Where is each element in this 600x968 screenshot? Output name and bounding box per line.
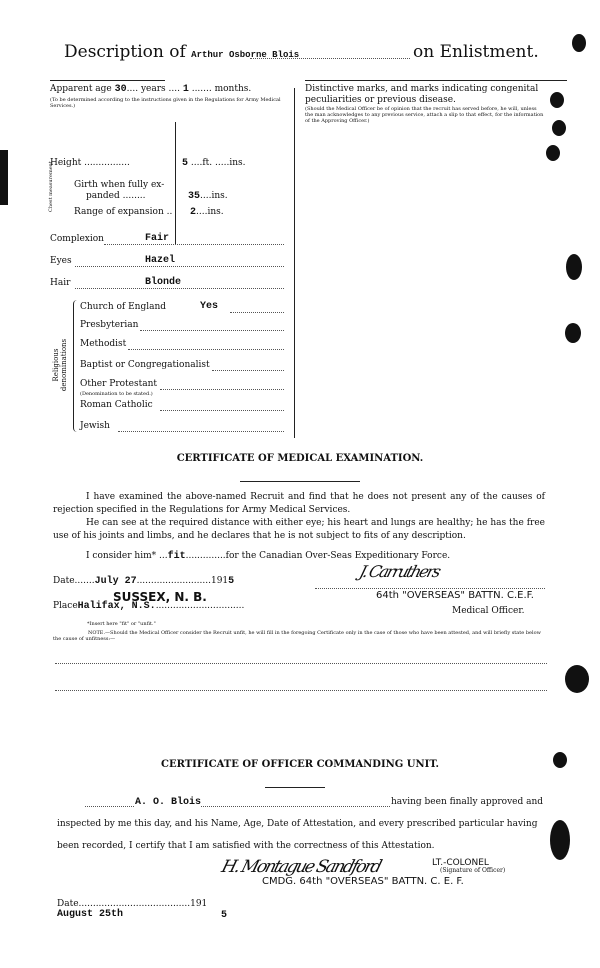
- brace: [73, 300, 79, 432]
- dotted-line: [160, 410, 284, 411]
- religion-church-of-england: Church of England: [80, 302, 167, 312]
- commanding-line-1: having been finally approved and: [391, 797, 544, 807]
- dotted-line: [118, 431, 284, 432]
- measurement-divider: [175, 122, 176, 244]
- dotted-line: [212, 370, 284, 371]
- description-title: [64, 42, 299, 62]
- medical-officer-title: Medical Officer.: [452, 606, 525, 616]
- unfit-cause-line: [55, 690, 547, 691]
- commanding-date-value: August 25th: [57, 909, 124, 920]
- age-months: 1: [182, 84, 189, 95]
- commanding-line-3: been recorded, I certify that I am satisfied with the correctness of this Attestation.: [57, 841, 435, 851]
- divider: [50, 80, 165, 81]
- apparent-age-row: Apparent age 30.... years .... 1 ....... months.: [50, 84, 252, 95]
- ink-blot: [546, 145, 560, 161]
- ink-blot: [550, 820, 570, 860]
- dotted-line: [85, 806, 390, 807]
- scan-edge-mark: [0, 150, 8, 205]
- medical-date: Date.......July 27..........................1915: [53, 576, 235, 587]
- eyes-label: Eyes: [50, 256, 72, 266]
- dotted-line: [315, 588, 545, 589]
- complexion-value: Fair: [145, 233, 170, 244]
- dotted-line: [75, 266, 284, 267]
- religion-value: Yes: [200, 301, 219, 312]
- dotted-line: [250, 58, 410, 59]
- commanding-name-value: A. O. Blois: [135, 797, 202, 808]
- commanding-officer-signature: H. Montague Sandford: [219, 857, 383, 877]
- commanding-year-suffix: 5: [221, 910, 228, 921]
- eyes-value: Hazel: [145, 255, 176, 266]
- ink-blot: [565, 323, 581, 343]
- consider-line: I consider him* ...fit..............for the Canadian Over-Seas Expeditionary Force.: [86, 551, 451, 562]
- medical-para-2: He can see at the required distance with either eye; his heart and lungs are healthy; he has the free use of his joints and limbs, and he declares that he is not subject to fits of any description.: [53, 518, 545, 541]
- dotted-line: [140, 330, 284, 331]
- punch-hole-mark: [565, 665, 589, 693]
- commanding-certificate-title: CERTIFICATE OF OFFICER COMMANDING UNIT.: [161, 759, 439, 770]
- other-protestant-note: (Denomination to be stated.): [80, 391, 153, 397]
- medical-place: PlaceHalifax, N.S................................: [53, 601, 245, 612]
- commanding-unit-stamp: CMDG. 64th "OVERSEAS" BATTN. C. E. F.: [262, 876, 464, 887]
- height-label: Height ................: [50, 158, 130, 168]
- dotted-line: [160, 389, 284, 390]
- signature-label: (Signature of Officer): [440, 867, 506, 874]
- hair-value: Blonde: [145, 277, 182, 288]
- range-value: 2....ins.: [190, 207, 224, 218]
- height-value: 5 ....ft. .....ins.: [182, 158, 246, 169]
- age-note: (To be determined according to the instructions given in the Regulations for Army Medical Services.): [50, 97, 281, 109]
- punch-hole-mark: [572, 34, 586, 52]
- insert-note: *Insert here "fit" or "unfit.": [87, 621, 156, 627]
- hair-label: Hair: [50, 278, 71, 288]
- column-divider: [294, 88, 295, 438]
- divider: [305, 80, 567, 81]
- distinctive-marks-label: Distinctive marks, and marks indicating congenital peculiarities or previous disease.: [305, 84, 539, 105]
- range-label: Range of expansion ..: [74, 207, 173, 217]
- divider: [265, 787, 325, 788]
- unfit-cause-line: [55, 663, 547, 664]
- medical-certificate-title: CERTIFICATE OF MEDICAL EXAMINATION.: [176, 453, 424, 464]
- distinctive-marks-note: (Should the Medical Officer be of opinion that the recruit has served before, he will, unless the man acknowledges to any previous service, attach a slip to that effect, for the information of the Approving Officer.): [305, 106, 544, 124]
- commanding-date: Date.......................................191: [57, 899, 208, 909]
- title-prefix: Description of: [64, 42, 186, 62]
- rank-stamp: LT.-COLONEL: [432, 858, 489, 868]
- unfit-note: NOTE.—Should the Medical Officer consider the Recruit unfit, he will fill in the foregoing Certificate only in the case of those who have been attested, and will briefly state below the cause of unfitness:—: [53, 630, 541, 642]
- religion-roman-catholic: Roman Catholic: [80, 400, 153, 410]
- fitness-value: fit: [167, 551, 186, 562]
- recruit-name: Arthur Osborne Blois: [191, 50, 300, 60]
- dotted-line: [128, 349, 284, 350]
- commanding-line-2: inspected by me this day, and his Name, Age, Date of Attestation, and every prescribed particular having: [57, 819, 538, 829]
- religion-presbyterian: Presbyterian: [80, 320, 139, 330]
- girth-label: Girth when fully ex- panded ........: [74, 180, 165, 201]
- girth-value: 35....ins.: [188, 191, 228, 202]
- religion-baptist: Baptist or Congregationalist: [80, 360, 210, 370]
- place-stamp: SUSSEX, N. B.: [113, 590, 207, 604]
- ink-blot: [566, 254, 582, 280]
- age-years: 30: [114, 84, 127, 95]
- religion-methodist: Methodist: [80, 339, 127, 349]
- ink-blot: [552, 120, 566, 136]
- title-suffix: on Enlistment.: [413, 42, 539, 62]
- religion-other-protestant: Other Protestant: [80, 379, 158, 389]
- divider: [240, 481, 360, 482]
- religion-label: Religious denominations: [52, 338, 68, 392]
- complexion-label: Complexion: [50, 234, 104, 244]
- medical-officer-signature: J. Carruthers: [357, 562, 442, 581]
- dotted-line: [75, 288, 284, 289]
- medical-para-1: I have examined the above-named Recruit and find that he does not present any of the causes of rejection specified in the Regulations for Army Medical Services.: [53, 492, 545, 515]
- religion-jewish: Jewish: [80, 421, 110, 431]
- unit-stamp: 64th "OVERSEAS" BATTN. C.E.F.: [376, 590, 534, 601]
- chest-label: Chest measurement: [48, 161, 54, 212]
- dotted-line: [104, 244, 284, 245]
- dotted-line: [230, 312, 284, 313]
